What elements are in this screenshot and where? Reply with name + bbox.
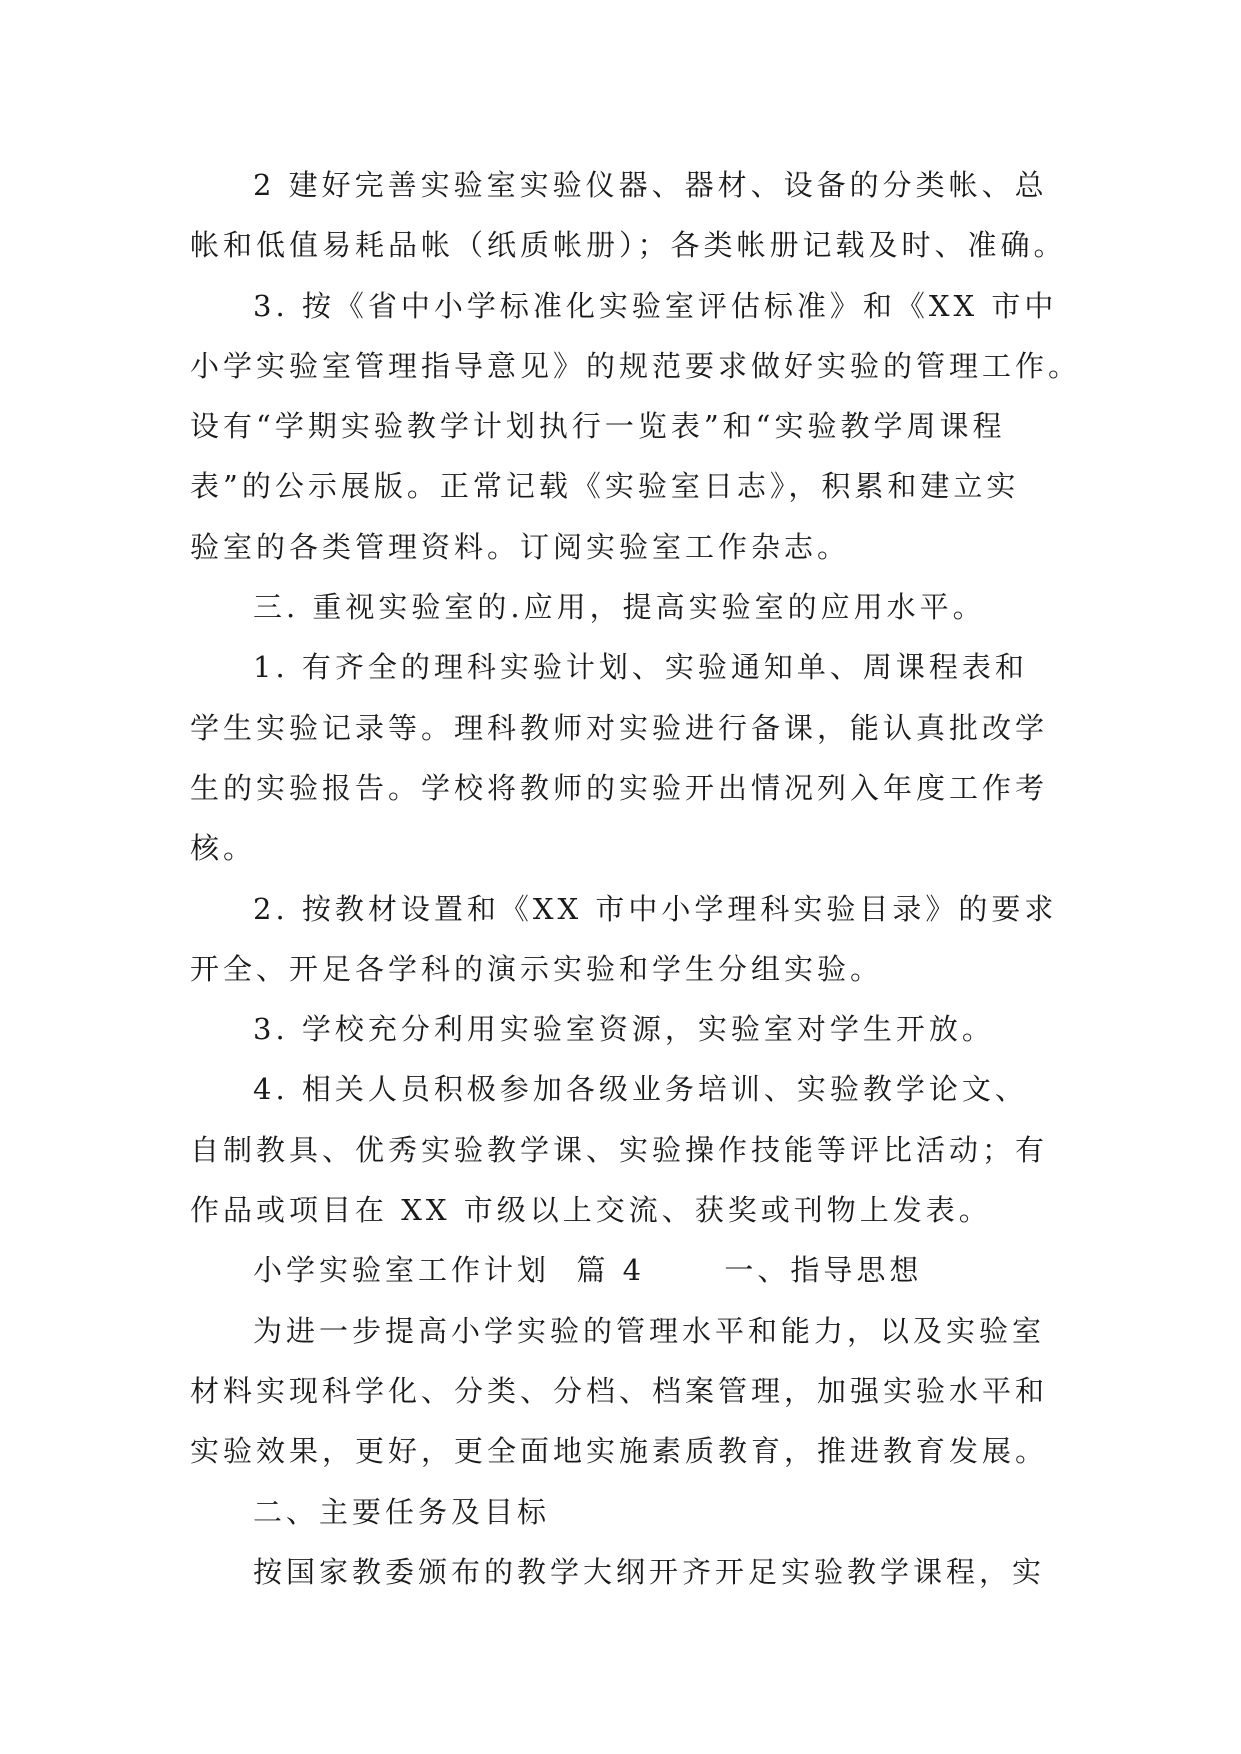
section-heading: 二、主要任务及目标 [253, 1494, 551, 1529]
paragraph-line: 表”的公示展版。正常记载《实验室日志》，积累和建立实 [190, 469, 1020, 504]
paragraph-line: 2 建好完善实验室实验仪器、器材、设备的分类帐、总 [253, 168, 1048, 202]
paragraph-line: 实验效果，更好，更全面地实施素质教育，推进教育发展。 [190, 1434, 1049, 1469]
paragraph-line: 小学实验室管理指导意见》的规范要求做好实验的管理工作。 [190, 348, 1082, 383]
paragraph-line: 作品或项目在 XX 市级以上交流、获奖或刊物上发表。 [190, 1193, 992, 1228]
paragraph-line: 生的实验报告。学校将教师的实验开出情况列入年度工作考 [190, 770, 1049, 805]
section-heading: 小学实验室工作计划 篇 4 一、指导思想 [253, 1253, 923, 1288]
paragraph-line: 2. 按教材设置和《XX 市中小学理科实验目录》的要求 [253, 891, 1058, 926]
paragraph-line: 验室的各类管理资料。订阅实验室工作杂志。 [190, 529, 851, 564]
paragraph-line: 自制教具、优秀实验教学课、实验操作技能等评比活动；有 [190, 1132, 1049, 1167]
paragraph-line: 4. 相关人员积极参加各级业务培训、实验教学论文、 [253, 1072, 1028, 1107]
paragraph-line: 帐和低值易耗品帐（纸质帐册）；各类帐册记载及时、准确。 [190, 228, 1067, 263]
paragraph-line: 核。 [190, 831, 257, 866]
paragraph-line: 学生实验记录等。理科教师对实验进行备课，能认真批改学 [190, 710, 1049, 745]
paragraph-line: 设有“学期实验教学计划执行一览表”和“实验教学周课程 [190, 409, 1006, 444]
paragraph-line: 3. 按《省中小学标准化实验室评估标准》和《XX 市中 [253, 288, 1058, 323]
document-body [190, 155, 1082, 1602]
paragraph-line: 3. 学校充分利用实验室资源，实验室对学生开放。 [253, 1012, 995, 1047]
paragraph-line: 材料实现科学化、分类、分档、档案管理，加强实验水平和 [190, 1373, 1049, 1408]
section-heading: 三. 重视实验室的.应用，提高实验室的应用水平。 [253, 590, 986, 625]
paragraph-line: 按国家教委颁布的教学大纲开齐开足实验教学课程，实 [253, 1554, 1046, 1589]
paragraph-line: 开全、开足各学科的演示实验和学生分组实验。 [190, 951, 884, 986]
paragraph-line: 1. 有齐全的理科实验计划、实验通知单、周课程表和 [253, 650, 1028, 685]
paragraph-line: 为进一步提高小学实验的管理水平和能力，以及实验室 [253, 1313, 1046, 1348]
